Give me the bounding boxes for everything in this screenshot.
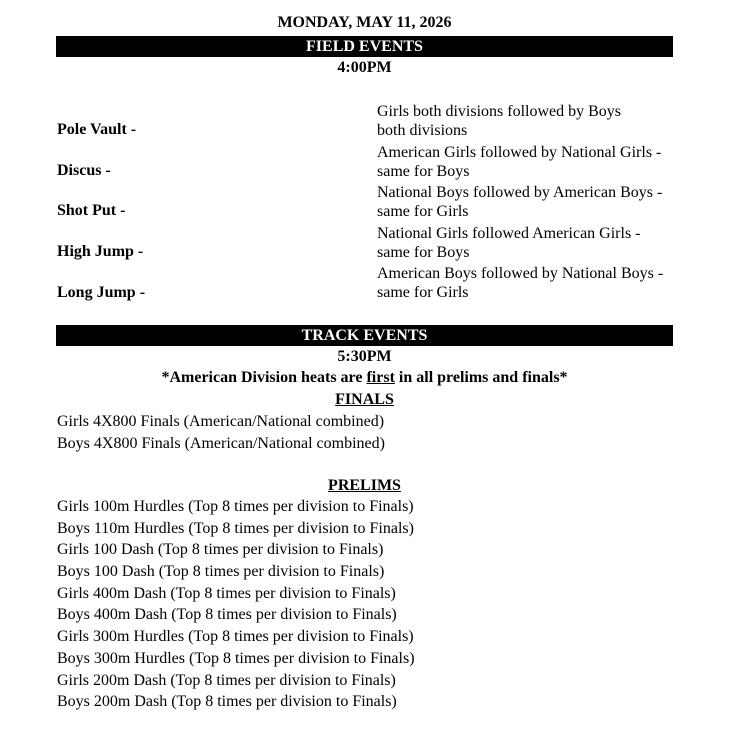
heat-order-note [56, 369, 673, 387]
high-jump-desc-line1: National Girls followed American Girls - [377, 225, 641, 242]
prelims-item: Boys 400m Dash (Top 8 times per division to Finals) [57, 606, 397, 623]
prelims-item: Girls 100 Dash (Top 8 times per division to Finals) [57, 541, 384, 558]
finals-item: Boys 4X800 Finals (American/National combined) [57, 435, 385, 452]
prelims-item: Boys 100 Dash (Top 8 times per division to Finals) [57, 563, 385, 580]
discus-desc-line1: American Girls followed by National Girls - [377, 144, 662, 161]
long-jump-desc-line2: same for Girls [377, 284, 469, 301]
note-emphasis: first [366, 369, 395, 386]
long-jump-description [377, 264, 677, 302]
long-jump-desc-line1: American Boys followed by National Boys - [377, 265, 664, 282]
note-suffix: in all prelims and finals* [394, 369, 568, 386]
pole-vault-description [377, 102, 677, 140]
prelims-item: Boys 300m Hurdles (Top 8 times per division to Finals) [57, 650, 415, 667]
pole-vault-desc-line2: both divisions [377, 122, 468, 139]
prelims-item: Girls 400m Dash (Top 8 times per division to Finals) [57, 585, 396, 602]
prelims-item: Girls 100m Hurdles (Top 8 times per division to Finals) [57, 498, 414, 515]
high-jump-description [377, 224, 677, 262]
high-jump-label: High Jump - [57, 243, 144, 260]
high-jump-desc-line2: same for Boys [377, 244, 470, 261]
track-events-time: 5:30PM [337, 348, 392, 365]
prelims-item: Girls 200m Dash (Top 8 times per division to Finals) [57, 672, 396, 689]
discus-label: Discus - [57, 162, 111, 179]
shot-put-desc-line2: same for Girls [377, 203, 469, 220]
pole-vault-desc-line1: Girls both divisions followed by Boys [377, 103, 622, 120]
pole-vault-label: Pole Vault - [57, 121, 137, 138]
finals-heading: FINALS [335, 391, 394, 408]
prelims-heading: PRELIMS [328, 477, 401, 494]
prelims-item: Boys 200m Dash (Top 8 times per division to Finals) [57, 693, 397, 710]
discus-desc-line2: same for Boys [377, 163, 470, 180]
track-events-header: TRACK EVENTS [56, 325, 673, 346]
shot-put-desc-line1: National Boys followed by American Boys - [377, 184, 663, 201]
schedule-date: MONDAY, MAY 11, 2026 [277, 14, 452, 31]
shot-put-description [377, 183, 677, 221]
discus-description [377, 143, 677, 181]
prelims-item: Girls 300m Hurdles (Top 8 times per division to Finals) [57, 628, 414, 645]
finals-item: Girls 4X800 Finals (American/National combined) [57, 413, 385, 430]
long-jump-label: Long Jump - [57, 284, 146, 301]
shot-put-label: Shot Put - [57, 202, 126, 219]
prelims-item: Boys 110m Hurdles (Top 8 times per division to Finals) [57, 520, 414, 537]
field-events-time: 4:00PM [337, 59, 392, 76]
field-events-header: FIELD EVENTS [56, 36, 673, 57]
note-prefix: *American Division heats are [161, 369, 367, 386]
